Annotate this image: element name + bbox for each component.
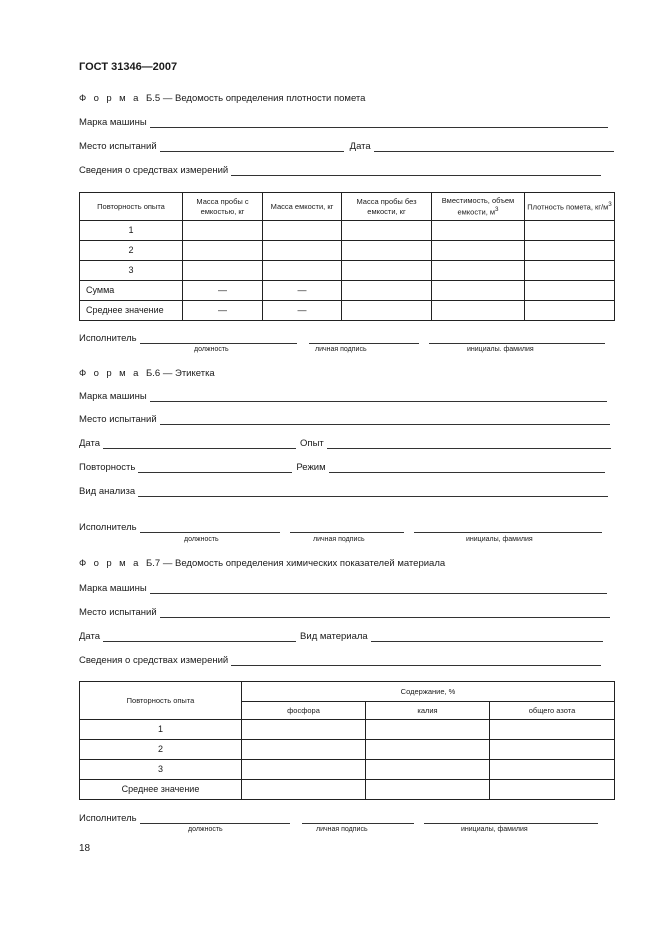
table-cell[interactable] (366, 720, 490, 740)
table-cell: — (183, 281, 263, 301)
table-cell[interactable] (366, 760, 490, 780)
table-row (80, 241, 615, 261)
table-cell[interactable] (342, 301, 432, 321)
form-b5-table-header (80, 193, 615, 221)
form-b5-th-density-sup: 3 (608, 201, 612, 209)
table-cell[interactable] (342, 241, 432, 261)
form-b5-th-volume (432, 193, 525, 221)
form-b7-material-line[interactable] (371, 632, 603, 642)
form-b5-instruments-line[interactable] (231, 166, 601, 176)
form-b7-material-label: Вид материала (300, 631, 368, 642)
form-b6-analysis-row (79, 486, 608, 497)
form-b5-title (79, 93, 365, 104)
form-b6-executor-label: Исполнитель (79, 522, 137, 533)
form-b5-machine-row (79, 117, 608, 128)
table-row (80, 301, 615, 321)
form-b6-repeat-line[interactable] (138, 463, 292, 473)
table-cell[interactable] (263, 261, 342, 281)
table-cell[interactable] (242, 760, 366, 780)
form-b6-date-line[interactable] (103, 439, 296, 449)
document-header: ГОСТ 31346—2007 (79, 61, 178, 73)
form-b6-title (79, 368, 215, 379)
form-b6-place-label: Место испытаний (79, 414, 157, 425)
form-b5-th-density-text: Плотность помета, кг/м (527, 202, 609, 212)
table-row (80, 740, 615, 760)
form-b5-place-row (79, 141, 614, 152)
form-b5-executor-label: Исполнитель (79, 333, 137, 344)
table-cell: 1 (80, 720, 242, 740)
table-cell[interactable] (263, 241, 342, 261)
form-b7-date-line[interactable] (103, 632, 296, 642)
form-b5-th-mass-without: Масса пробы без емкости, кг (342, 193, 432, 221)
table-cell[interactable] (242, 720, 366, 740)
form-b6-place-line[interactable] (160, 415, 610, 425)
form-b5-table (79, 192, 615, 321)
form-b5-word: Ф о р м а (79, 93, 141, 104)
table-cell: 2 (80, 241, 183, 261)
table-cell[interactable] (525, 221, 615, 241)
form-b6-machine-label: Марка машины (79, 391, 147, 402)
form-b5-caption-signature: личная подпись (315, 346, 367, 353)
form-b5-instruments-row (79, 165, 601, 176)
form-b7-place-label: Место испытаний (79, 607, 157, 618)
table-row (80, 760, 615, 780)
form-b7-signature-line[interactable] (302, 814, 414, 824)
form-b6-title-text: — Этикетка (162, 368, 215, 379)
table-cell: — (263, 281, 342, 301)
form-b5-instruments-label: Сведения о средствах измерений (79, 165, 229, 176)
form-b6-date-label: Дата (79, 438, 101, 449)
table-row (80, 281, 615, 301)
form-b6-caption-name: инициалы, фамилия (466, 536, 533, 543)
form-b6-analysis-label: Вид анализа (79, 486, 136, 497)
form-b7-machine-row (79, 583, 607, 594)
page-number: 18 (79, 843, 91, 854)
table-cell[interactable] (366, 780, 490, 800)
form-b7-executor-row (79, 813, 598, 824)
form-b6-executor-row (79, 522, 602, 533)
form-b6-mode-label: Режим (296, 462, 326, 473)
form-b7-machine-label: Марка машины (79, 583, 147, 594)
form-b7-title (79, 558, 445, 569)
form-b7-word: Ф о р м а (79, 558, 141, 569)
form-b7-caption-name: инициалы, фамилия (461, 826, 528, 833)
form-b5-machine-label: Марка машины (79, 117, 147, 128)
form-b7-th-repeat: Повторность опыта (80, 682, 242, 720)
form-b5-title-text: — Ведомость определения плотности помета (162, 93, 366, 104)
form-b7-instruments-line[interactable] (231, 656, 601, 666)
table-cell: 2 (80, 740, 242, 760)
table-cell[interactable] (342, 261, 432, 281)
form-b5-signature-line[interactable] (309, 334, 419, 344)
form-b5-th-mass-with: Масса пробы с емкостью, кг (183, 193, 263, 221)
form-b5-th-density (525, 193, 615, 221)
table-cell[interactable] (490, 780, 615, 800)
table-cell[interactable] (490, 760, 615, 780)
form-b5-date-label: Дата (349, 141, 371, 152)
form-b5-machine-line[interactable] (150, 118, 608, 128)
form-b6-place-row (79, 414, 610, 425)
table-cell[interactable] (432, 221, 525, 241)
table-cell[interactable] (263, 221, 342, 241)
form-b5-number: Б.5 (146, 93, 161, 104)
table-row (80, 261, 615, 281)
form-b6-experiment-line[interactable] (327, 439, 611, 449)
table-row (80, 720, 615, 740)
form-b5-place-label: Место испытаний (79, 141, 157, 152)
form-b5-th-volume-sup: 3 (495, 205, 499, 213)
form-b5-th-mass-cont: Масса емкости, кг (263, 193, 342, 221)
form-b7-table-header (80, 682, 615, 702)
table-cell[interactable] (242, 740, 366, 760)
form-b7-date-row (79, 631, 603, 642)
table-row (80, 780, 615, 800)
table-cell: 3 (80, 760, 242, 780)
table-cell[interactable] (183, 241, 263, 261)
form-b5-place-line[interactable] (160, 142, 344, 152)
table-cell[interactable] (525, 261, 615, 281)
table-row (80, 221, 615, 241)
table-cell: Среднее значение (80, 780, 242, 800)
form-b7-caption-position: должность (188, 826, 223, 833)
form-b6-caption-signature: личная подпись (313, 536, 365, 543)
table-cell[interactable] (183, 261, 263, 281)
form-b7-instruments-row (79, 655, 601, 666)
form-b6-number: Б.6 (146, 368, 161, 379)
form-b7-place-line[interactable] (160, 608, 610, 618)
form-b5-date-line[interactable] (374, 142, 614, 152)
form-b6-analysis-line[interactable] (138, 487, 608, 497)
form-b6-mode-line[interactable] (329, 463, 605, 473)
table-cell[interactable] (183, 221, 263, 241)
form-b6-position-line[interactable] (140, 523, 280, 533)
form-b7-executor-label: Исполнитель (79, 813, 137, 824)
table-cell[interactable] (366, 740, 490, 760)
form-b7-th-phosphorus: фосфора (242, 702, 366, 720)
table-cell[interactable] (342, 221, 432, 241)
table-cell[interactable] (525, 281, 615, 301)
form-b6-experiment-label: Опыт (300, 438, 324, 449)
table-cell: Сумма (80, 281, 183, 301)
table-cell: — (263, 301, 342, 321)
table-cell[interactable] (525, 241, 615, 261)
form-b6-repeat-label: Повторность (79, 462, 136, 473)
form-b5-caption-name: инициалы. фамилия (467, 346, 534, 353)
table-cell: — (183, 301, 263, 321)
form-b7-place-row (79, 607, 610, 618)
form-b7-position-line[interactable] (140, 814, 290, 824)
form-b5-caption-position: должность (194, 346, 229, 353)
table-cell[interactable] (490, 720, 615, 740)
form-b7-name-line[interactable] (424, 814, 598, 824)
form-b5-th-volume-text: Вместимость, объем емкости, м (441, 196, 515, 217)
form-b7-table (79, 681, 615, 800)
table-cell[interactable] (525, 301, 615, 321)
table-cell[interactable] (242, 780, 366, 800)
form-b5-executor-row (79, 333, 605, 344)
table-cell: 1 (80, 221, 183, 241)
table-cell[interactable] (432, 241, 525, 261)
form-b7-caption-signature: личная подпись (316, 826, 368, 833)
form-b6-machine-line[interactable] (150, 392, 607, 402)
form-b6-machine-row (79, 391, 607, 402)
form-b7-th-nitrogen: общего азота (490, 702, 615, 720)
form-b7-th-potassium: калия (366, 702, 490, 720)
form-b7-instruments-label: Сведения о средствах измерений (79, 655, 229, 666)
form-b5-position-line[interactable] (140, 334, 297, 344)
table-cell[interactable] (432, 281, 525, 301)
form-b7-title-text: — Ведомость определения химических показателей материала (162, 558, 446, 569)
table-cell: 3 (80, 261, 183, 281)
table-cell[interactable] (432, 301, 525, 321)
form-b5-name-line[interactable] (429, 334, 605, 344)
table-cell[interactable] (432, 261, 525, 281)
table-cell[interactable] (490, 740, 615, 760)
form-b6-caption-position: должность (184, 536, 219, 543)
form-b5-th-repeat: Повторность опыта (80, 193, 183, 221)
form-b6-date-row (79, 438, 611, 449)
table-cell: Среднее значение (80, 301, 183, 321)
form-b6-word: Ф о р м а (79, 368, 141, 379)
form-b6-repeat-row (79, 462, 605, 473)
table-cell[interactable] (342, 281, 432, 301)
form-b6-signature-line[interactable] (290, 523, 404, 533)
form-b7-date-label: Дата (79, 631, 101, 642)
form-b7-machine-line[interactable] (150, 584, 607, 594)
form-b7-number: Б.7 (146, 558, 161, 569)
form-b6-name-line[interactable] (414, 523, 602, 533)
form-b7-th-content: Содержание, % (242, 682, 615, 702)
